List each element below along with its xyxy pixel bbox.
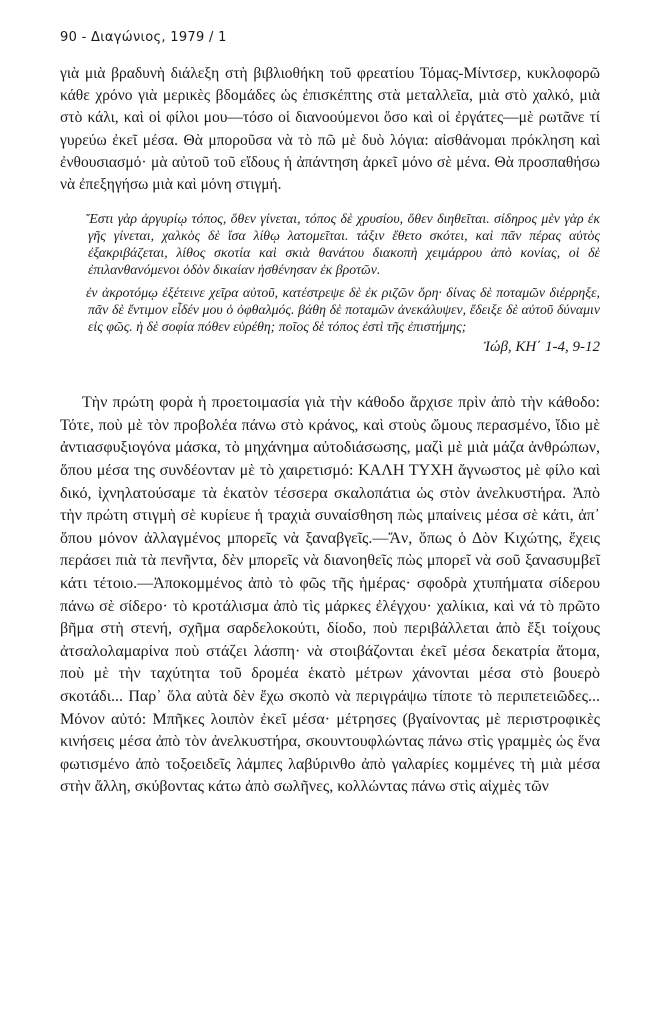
section-spacer — [60, 356, 600, 392]
epigraph-citation: Ἰώβ, ΚΗ΄ 1-4, 9-12 — [483, 339, 600, 356]
epigraph — [88, 210, 600, 356]
epigraph-verse-1: Ἔστι γὰρ ἀργυρίῳ τόπος, ὅθεν γίνεται, τόπος δὲ χρυσίου, ὅθεν διηθεῖται. σίδηρος μὲν γὰρ ἐκ γῆς γίνεται, χαλκὸς δὲ ἴσα λίθῳ λατομεῖται. τάξιν ἔθετο σκότει, καὶ πᾶν πέρας αὐτὸς ἐξακριβάζεται, λίθος σκοτία καὶ σκιὰ θανάτου διακοπὴ χειμάρρου ἀπὸ κονίας, οἱ δὲ ἐπιλανθανόμενοι ὁδὸν δικαίαν ἠσθένησαν ἐκ βροτῶν. — [86, 211, 600, 278]
main-paragraph: Τὴν πρώτη φορὰ ἡ προετοιμασία γιὰ τὴν κάθοδο ἄρχισε πρὶν ἀπὸ τὴν κάθοδο: Τότε, ποὺ μὲ τὸν προβολέα πάνω στὸ κράνος, καὶ στοὺς ὤμους περασμένο, ἴδιο μὲ ἀντιασφυξιογόνα μάσκα, τὸ μηχάνημα αὐτοδιάσωσης, μαζὶ μὲ μιὰ μάζα ἀνθρώπων, ὅπου μέσα της συνδέονταν μὲ τὸ χαιρετισμό: ΚΑΛΗ ΤΥΧΗ ἄγνωστος μὲ φίλο καὶ δικό, ἰχνηλατούσαμε τὰ ἑκατὸν τέσσερα σκαλοπάτια ὡς στὸν ἀνελκυστήρα. Ἀπὸ τὴν πρώτη στιγμὴ σὲ κυρίευε ἡ τραχιὰ συναίσθηση πὼς μπαίνεις μέσα σὲ κάτι, ἀπ᾽ ὅπου μόνον ἀλλαγμένος μπορεῖς νὰ ξαναβγεῖς.—Ἄν, ὅπως ὁ Δὸν Κιχώτης, ἔχεις περάσει πιὰ τὰ πενῆντα, δὲν μπορεῖς νὰ διανοηθεῖς πὼς μπορεῖ νὰ σοῦ ξανασυμβεῖ κάτι τέτοιο.—Ἀποκομμένος ἀπὸ τὸ φῶς τῆς ἡμέρας· σφοδρὰ χτυπήματα σίδερου πάνω σὲ σίδερο· τὸ κροτάλισμα ἀπὸ τὶς μάρκες ἐλέγχου· χαλίκια, καὶ νά τὸ πρῶτο βῆμα στὴ στενή, σχῆμα σαρδελοκούτι, δίοδο, ποὺ περιβάλλεται ἀπὸ ἔξι τοίχους ἀτσαλολαμαρίνα ποὺ στάζει λάσπη· νὰ στοιβάζονται ἐκεῖ μέσα δεκατρία ἄτομα, ποὺ μὲ τὴν ταχύτητα τοῦ δρομέα ἑκατὸ μέτρων χάνονται μέσα στὸ βουερὸ σκοτάδι... Παρ᾽ ὅλα αὐτὰ δὲν ἔχω σκοπὸ νὰ περιγράψω τίποτε τὸ περιπετειῶδες... Μόνον αὐτό: Μπῆκες λοιπὸν ἐκεῖ μέσα· μέτρησες (βγαίνοντας μὲ περιστροφικὲς κινήσεις μέσα ἀπὸ τὸν ἀνελκυστήρα, σκουντουφλώντας πάνω στὶς γραμμὲς ὡς ἕνα φωτισμένο ἀπὸ τοξοειδεῖς λάμπες λαβύρινθο ἀπὸ γαλαρίες κομμένες τὴ μιὰ μέσα στὴν ἄλλη, σκύβοντας κάτω ἀπὸ σωλῆνες, κολλώντας πάνω στὶς αἰχμὲς τῶν — [60, 394, 600, 796]
document-page — [60, 30, 600, 799]
epigraph-verse-2: ἐν ἀκροτόμῳ ἐξέτεινε χεῖρα αὐτοῦ, κατέστρεψε δὲ ἐκ ριζῶν ὄρη· δίνας δὲ ποταμῶν διέρρηξε, πᾶν δὲ ἔντιμον εἶδέν μου ὁ ὀφθαλμός. βάθη δὲ ποταμῶν ἀνεκάλυψεν, ἔδειξε δὲ αὐτοῦ δύναμιν εἰς φῶς. ἡ δὲ σοφία πόθεν εὑρέθη; ποῖος δὲ τόπος ἐστὶ τῆς ἐπιστήμης; — [86, 285, 600, 335]
running-head: 90 - Διαγώνιος, 1979 / 1 — [60, 30, 227, 45]
intro-paragraph: γιὰ μιὰ βραδυνὴ διάλεξη στὴ βιβλιοθήκη τοῦ φρεατίου Τόμας-Μίντσερ, κυκλοφορῶ κάθε χρόνο γιὰ μερικὲς βδομάδες ὡς ἐπισκέπτης στὰ μεταλλεῖα, μιὰ στὸ χαλκό, μιὰ στὸ κάλι, καὶ οἱ φίλοι μου—τόσο οἱ διανοούμενοι ὅσο καὶ οἱ ἐργάτες—μὲ ρωτᾶνε τί γυρεύω ἐκεῖ μέσα. Θὰ μποροῦσα νὰ τὸ πῶ μὲ δυὸ λόγια: αἰσθάνομαι πρόκληση καὶ ἐνθουσιασμό· μὰ αὐτοῦ τοῦ εἴδους ἡ ἀπάντηση ἀρκεῖ μόνο σὲ μένα. Θὰ προσπαθήσω νὰ ἐπεξηγήσω μιὰ καὶ μόνη στιγμή. — [60, 65, 600, 194]
